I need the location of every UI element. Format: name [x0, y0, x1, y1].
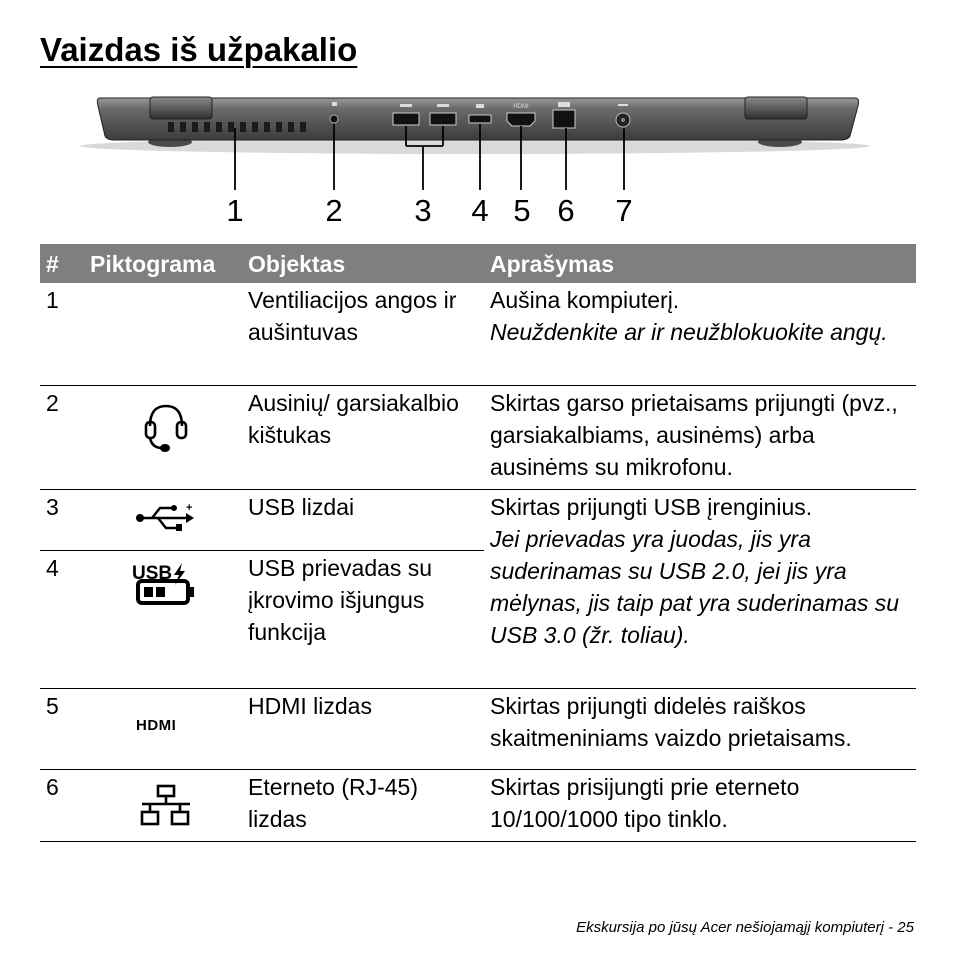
hdmi-port-label: HDMI	[513, 104, 529, 110]
row-num: 5	[40, 688, 84, 769]
table-row	[40, 489, 916, 550]
laptop-rear-figure	[80, 88, 875, 238]
row-icon-cell	[84, 769, 242, 841]
table-row	[40, 769, 916, 841]
row-icon-cell	[84, 688, 242, 769]
row-object: HDMI lizdas	[242, 688, 484, 769]
row-object: USB prievadas su įkrovimo išjungus funkcija	[242, 550, 484, 688]
callout-1: 1	[226, 193, 244, 228]
row-object: Ventiliacijos angos ir aušintuvas	[248, 287, 457, 345]
row-description: Skirtas prisijungti prie eterneto 10/100/1000 tipo tinklo.	[484, 769, 916, 841]
page-footer: Ekskursija po jūsų Acer nešiojamąjį kompiuterį - 25	[576, 919, 914, 936]
table-row	[40, 385, 916, 489]
hdmi-icon-text: HDMI	[136, 716, 177, 734]
row-note: Neuždenkite ar ir neužblokuokite angų.	[490, 319, 888, 345]
row-description	[484, 489, 916, 688]
row-description-text: Aušina kompiuterį.	[490, 287, 680, 313]
hdmi-icon	[134, 715, 198, 735]
callout-2: 2	[325, 193, 343, 228]
usb-icon	[134, 502, 198, 532]
headset-icon	[136, 396, 196, 456]
callout-3: 3	[414, 193, 432, 228]
table-header-row	[40, 244, 916, 283]
row-description: Skirtas prijungti didelės raiškos skaitmeniniams vaizdo prietaisams.	[484, 688, 916, 769]
row-icon-cell	[84, 283, 242, 385]
usb-charge-icon	[130, 561, 202, 609]
callout-7: 7	[615, 193, 633, 228]
table-row	[40, 283, 916, 385]
header-object: Objektas	[242, 244, 484, 283]
row-icon-cell	[84, 550, 242, 688]
row-icon-cell	[84, 385, 242, 489]
row-description-text: Skirtas prijungti USB įrenginius.	[490, 493, 813, 520]
header-icon: Piktograma	[84, 244, 242, 283]
row-object: USB lizdai	[242, 489, 484, 550]
row-num: 2	[40, 385, 84, 489]
row-object: Ausinių/ garsiakalbio kištukas	[242, 385, 484, 489]
row-num: 6	[40, 769, 84, 841]
page-title: Vaizdas iš užpakalio	[40, 31, 358, 68]
callout-6: 6	[557, 193, 575, 228]
row-note: Jei prievadas yra juodas, jis yra suderinamas su USB 2.0, jei jis yra mėlynas, jis taip pat yra suderinamas su USB 3.0 (žr. toliau).	[490, 525, 900, 648]
row-description: Skirtas garso prietaisams prijungti (pvz., garsiakalbiams, ausinėms) arba ausinėms su mikrofonu.	[484, 385, 916, 489]
ethernet-icon	[136, 782, 196, 830]
table-row	[40, 688, 916, 769]
svg-text:+: +	[186, 501, 193, 514]
header-num: #	[40, 244, 84, 283]
callout-5: 5	[513, 193, 531, 228]
row-object: Eterneto (RJ-45) lizdas	[242, 769, 484, 841]
usb-charge-icon-text: USB	[132, 562, 173, 584]
row-num: 4	[40, 550, 84, 688]
header-description: Aprašymas	[484, 244, 916, 283]
ports-table	[40, 244, 916, 842]
row-num: 3	[40, 489, 84, 550]
row-icon-cell	[84, 489, 242, 550]
row-num: 1	[46, 287, 59, 313]
callout-4: 4	[471, 193, 489, 228]
row-description	[484, 283, 916, 385]
